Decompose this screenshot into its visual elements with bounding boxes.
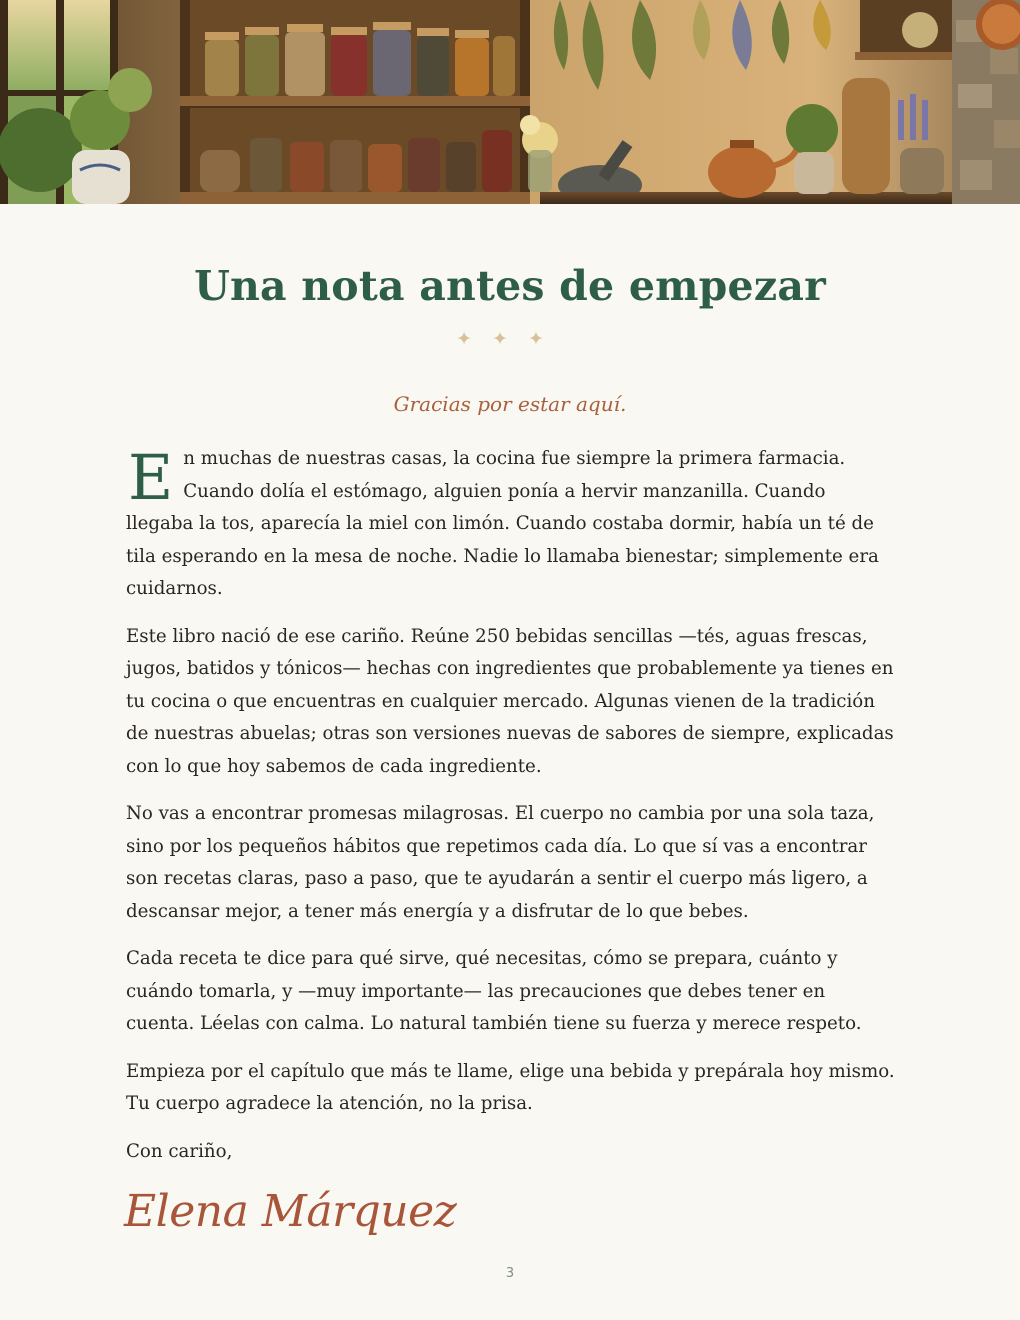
sparkle-icon: ✦	[527, 328, 564, 350]
subtitle: Gracias por estar aquí.	[393, 392, 627, 416]
closing-line: Con cariño,	[126, 1140, 233, 1162]
ornament-divider	[0, 328, 1020, 350]
sparkle-icon: ✦	[492, 328, 528, 350]
page-title: Una nota antes de empezar	[194, 262, 826, 310]
drop-cap: E	[128, 441, 174, 514]
page-number: 3	[505, 1266, 515, 1281]
signature: Elena Márquez	[124, 1186, 457, 1237]
paragraph: No vas a encontrar promesas milagrosas. El cuerpo no cambia por una sola taza, sino por los pequeños hábitos que repetimos cada día. Lo que sí vas a encontrar son recetas claras, paso a paso, que te ayudarán a sentir el cuerpo más ligero, a descansar mejor, a tener más energía y a disfrutar de lo que bebes.	[126, 803, 875, 922]
hero-image	[0, 0, 1020, 204]
paragraph-text: n muchas de nuestras casas, la cocina fue siempre la primera farmacia. Cuando dolía el estómago, alguien ponía a hervir manzanilla. Cuando llegaba la tos, aparecía la miel con limón. Cuando costaba dormir, había un té de tila esperando en la mesa de noche. Nadie lo llamaba bienestar; simplemente era cuidarnos.	[126, 448, 879, 599]
letter-body	[126, 443, 896, 1183]
paragraph	[126, 443, 896, 606]
sparkle-icon: ✦	[456, 328, 493, 350]
paragraph: Este libro nació de ese cariño. Reúne 250 bebidas sencillas —tés, aguas frescas, jugos, batidos y tónicos— hechas con ingredientes que probablemente ya tienes en tu cocina o que encuentras en cualquier mercado. Algunas vienen de la tradición de nuestras abuelas; otras son versiones nuevas de sabores de siempre, explicadas con lo que hoy sabemos de cada ingrediente.	[126, 625, 894, 777]
paragraph: Cada receta te dice para qué sirve, qué necesitas, cómo se prepara, cuánto y cuándo tomarla, y —muy importante— las precauciones que debes tener en cuenta. Léelas con calma. Lo natural también tiene su fuerza y merece respeto.	[126, 948, 862, 1034]
paragraph: Empieza por el capítulo que más te llame, elige una bebida y prepárala hoy mismo. Tu cuerpo agradece la atención, no la prisa.	[126, 1060, 895, 1114]
